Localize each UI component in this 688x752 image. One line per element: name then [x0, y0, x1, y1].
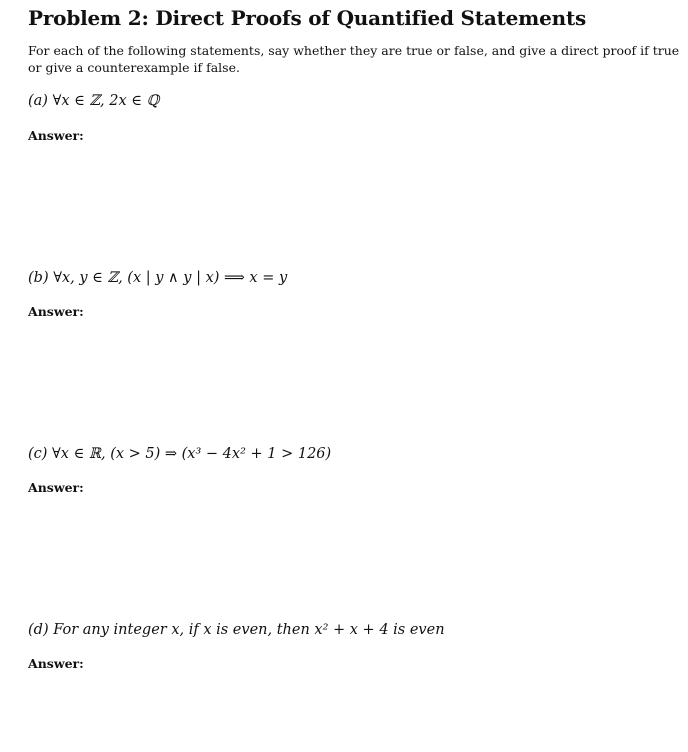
part-a-statement [28, 93, 159, 109]
part-c-text: ∀x ∈ ℝ, (x > 5) ⇒ (x³ − 4x² + 1 > 126) [52, 446, 332, 462]
problem-title: Problem 2: Direct Proofs of Quantified Statements [28, 6, 587, 30]
part-d-statement [28, 622, 445, 638]
part-c-answer-label: Answer: [28, 480, 84, 495]
part-c-label: (c) [28, 446, 48, 462]
part-a-label: (a) [28, 93, 48, 109]
part-a-answer-label: Answer: [28, 128, 84, 143]
part-b-statement [28, 270, 287, 286]
problem-instructions: For each of the following statements, say whether they are true or false, and give a direct proof if true or give a counterexample if false. [28, 43, 680, 75]
part-d-answer-label: Answer: [28, 656, 84, 671]
part-d-label: (d) [28, 622, 49, 638]
part-b-answer-label: Answer: [28, 304, 84, 319]
part-b-text: ∀x, y ∈ ℤ, (x | y ∧ y | x) ⟹ x = y [53, 270, 288, 286]
part-d-text: For any integer x, if x is even, then x² + x + 4 is even [53, 622, 445, 638]
part-c-statement [28, 446, 331, 462]
part-a-text: ∀x ∈ ℤ, 2x ∈ ℚ [52, 93, 160, 109]
part-b-label: (b) [28, 270, 49, 286]
